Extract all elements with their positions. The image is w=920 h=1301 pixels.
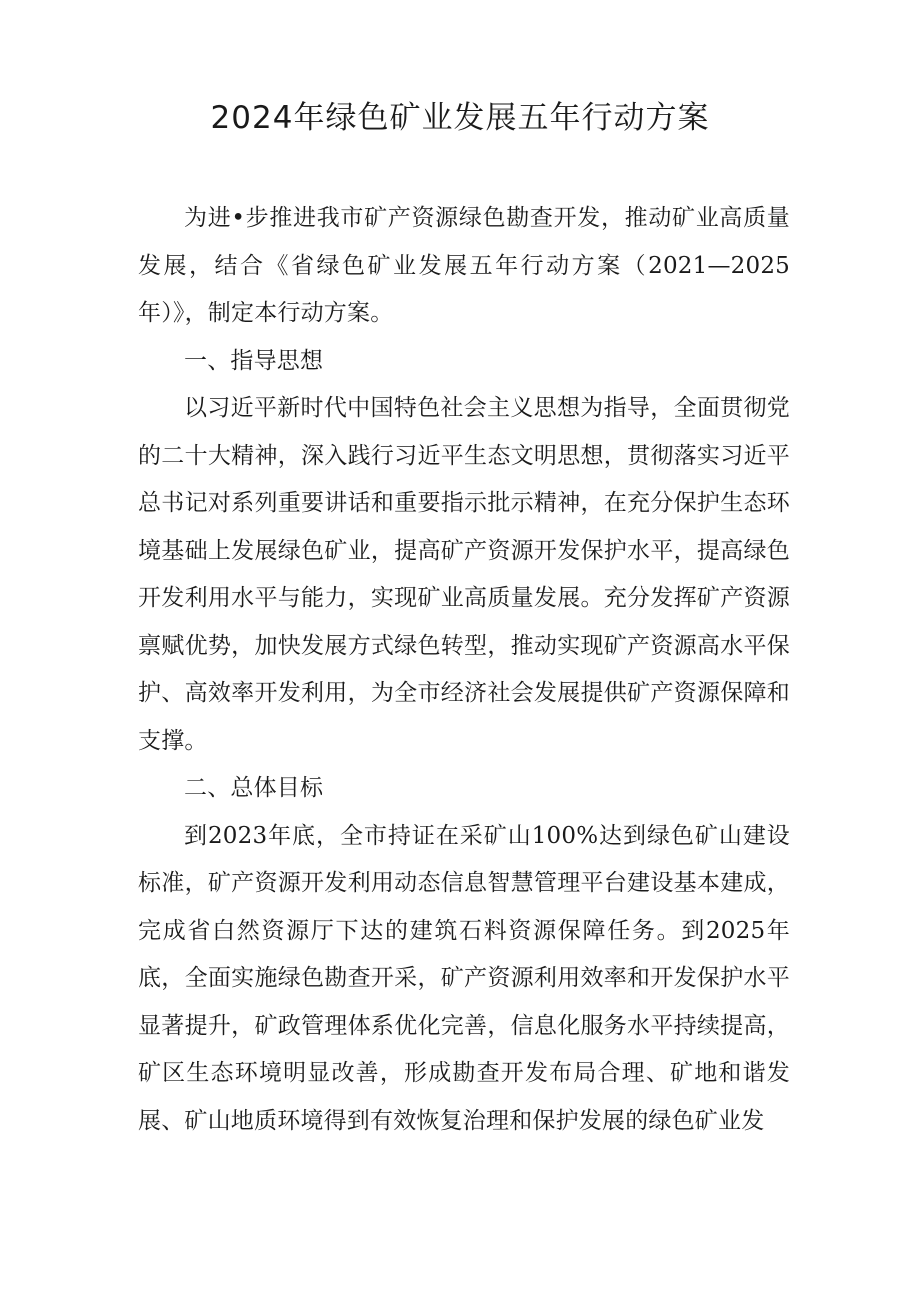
paragraph-overall-goals: 到2023年底，全市持证在采矿山100%达到绿色矿山建设标准，矿产资源开发利用动态信息智慧管理平台建设基本建成，完成省白然资源厅下达的建筑石料资源保障任务。到2025年底，全面实施绿色勘查开采，矿产资源利用效率和开发保护水平显著提升，矿政管理体系优化完善，信息化服务水平持续提高，矿区生态环境明显改善，形成勘查开发布局合理、矿地和谐发展、矿山地质环境得到有效恢复治理和保护发展的绿色矿业发 (138, 822, 790, 1134)
section-heading-overall-goals: 二、总体目标 (184, 775, 324, 801)
paragraph-intro: 为进•步推进我市矿产资源绿色勘查开发，推动矿业高质量发展，结合《省绿色矿业发展五年行动方案（2021—2025年）》，制定本行动方案。 (138, 205, 790, 326)
section-heading-guiding-ideology: 一、指导思想 (184, 347, 324, 374)
paragraph-guiding-ideology: 以习近平新时代中国特色社会主义思想为指导，全面贯彻党的二十大精神，深入践行习近平生态文明思想，贯彻落实习近平总书记对系列重要讲话和重要指示批示精神，在充分保护生态环境基础上发展绿色矿业，提高矿产资源开发保护水平，提高绿色开发利用水平与能力，实现矿业高质量发展。充分发挥矿产资源禀赋优势，加快发展方式绿色转型，推动实现矿产资源高水平保护、高效率开发利用，为全市经济社会发展提供矿产资源保障和支撑。 (138, 395, 790, 754)
document-body (138, 195, 790, 1145)
document-title: 2024年绿色矿业发展五年行动方案 (210, 100, 710, 136)
